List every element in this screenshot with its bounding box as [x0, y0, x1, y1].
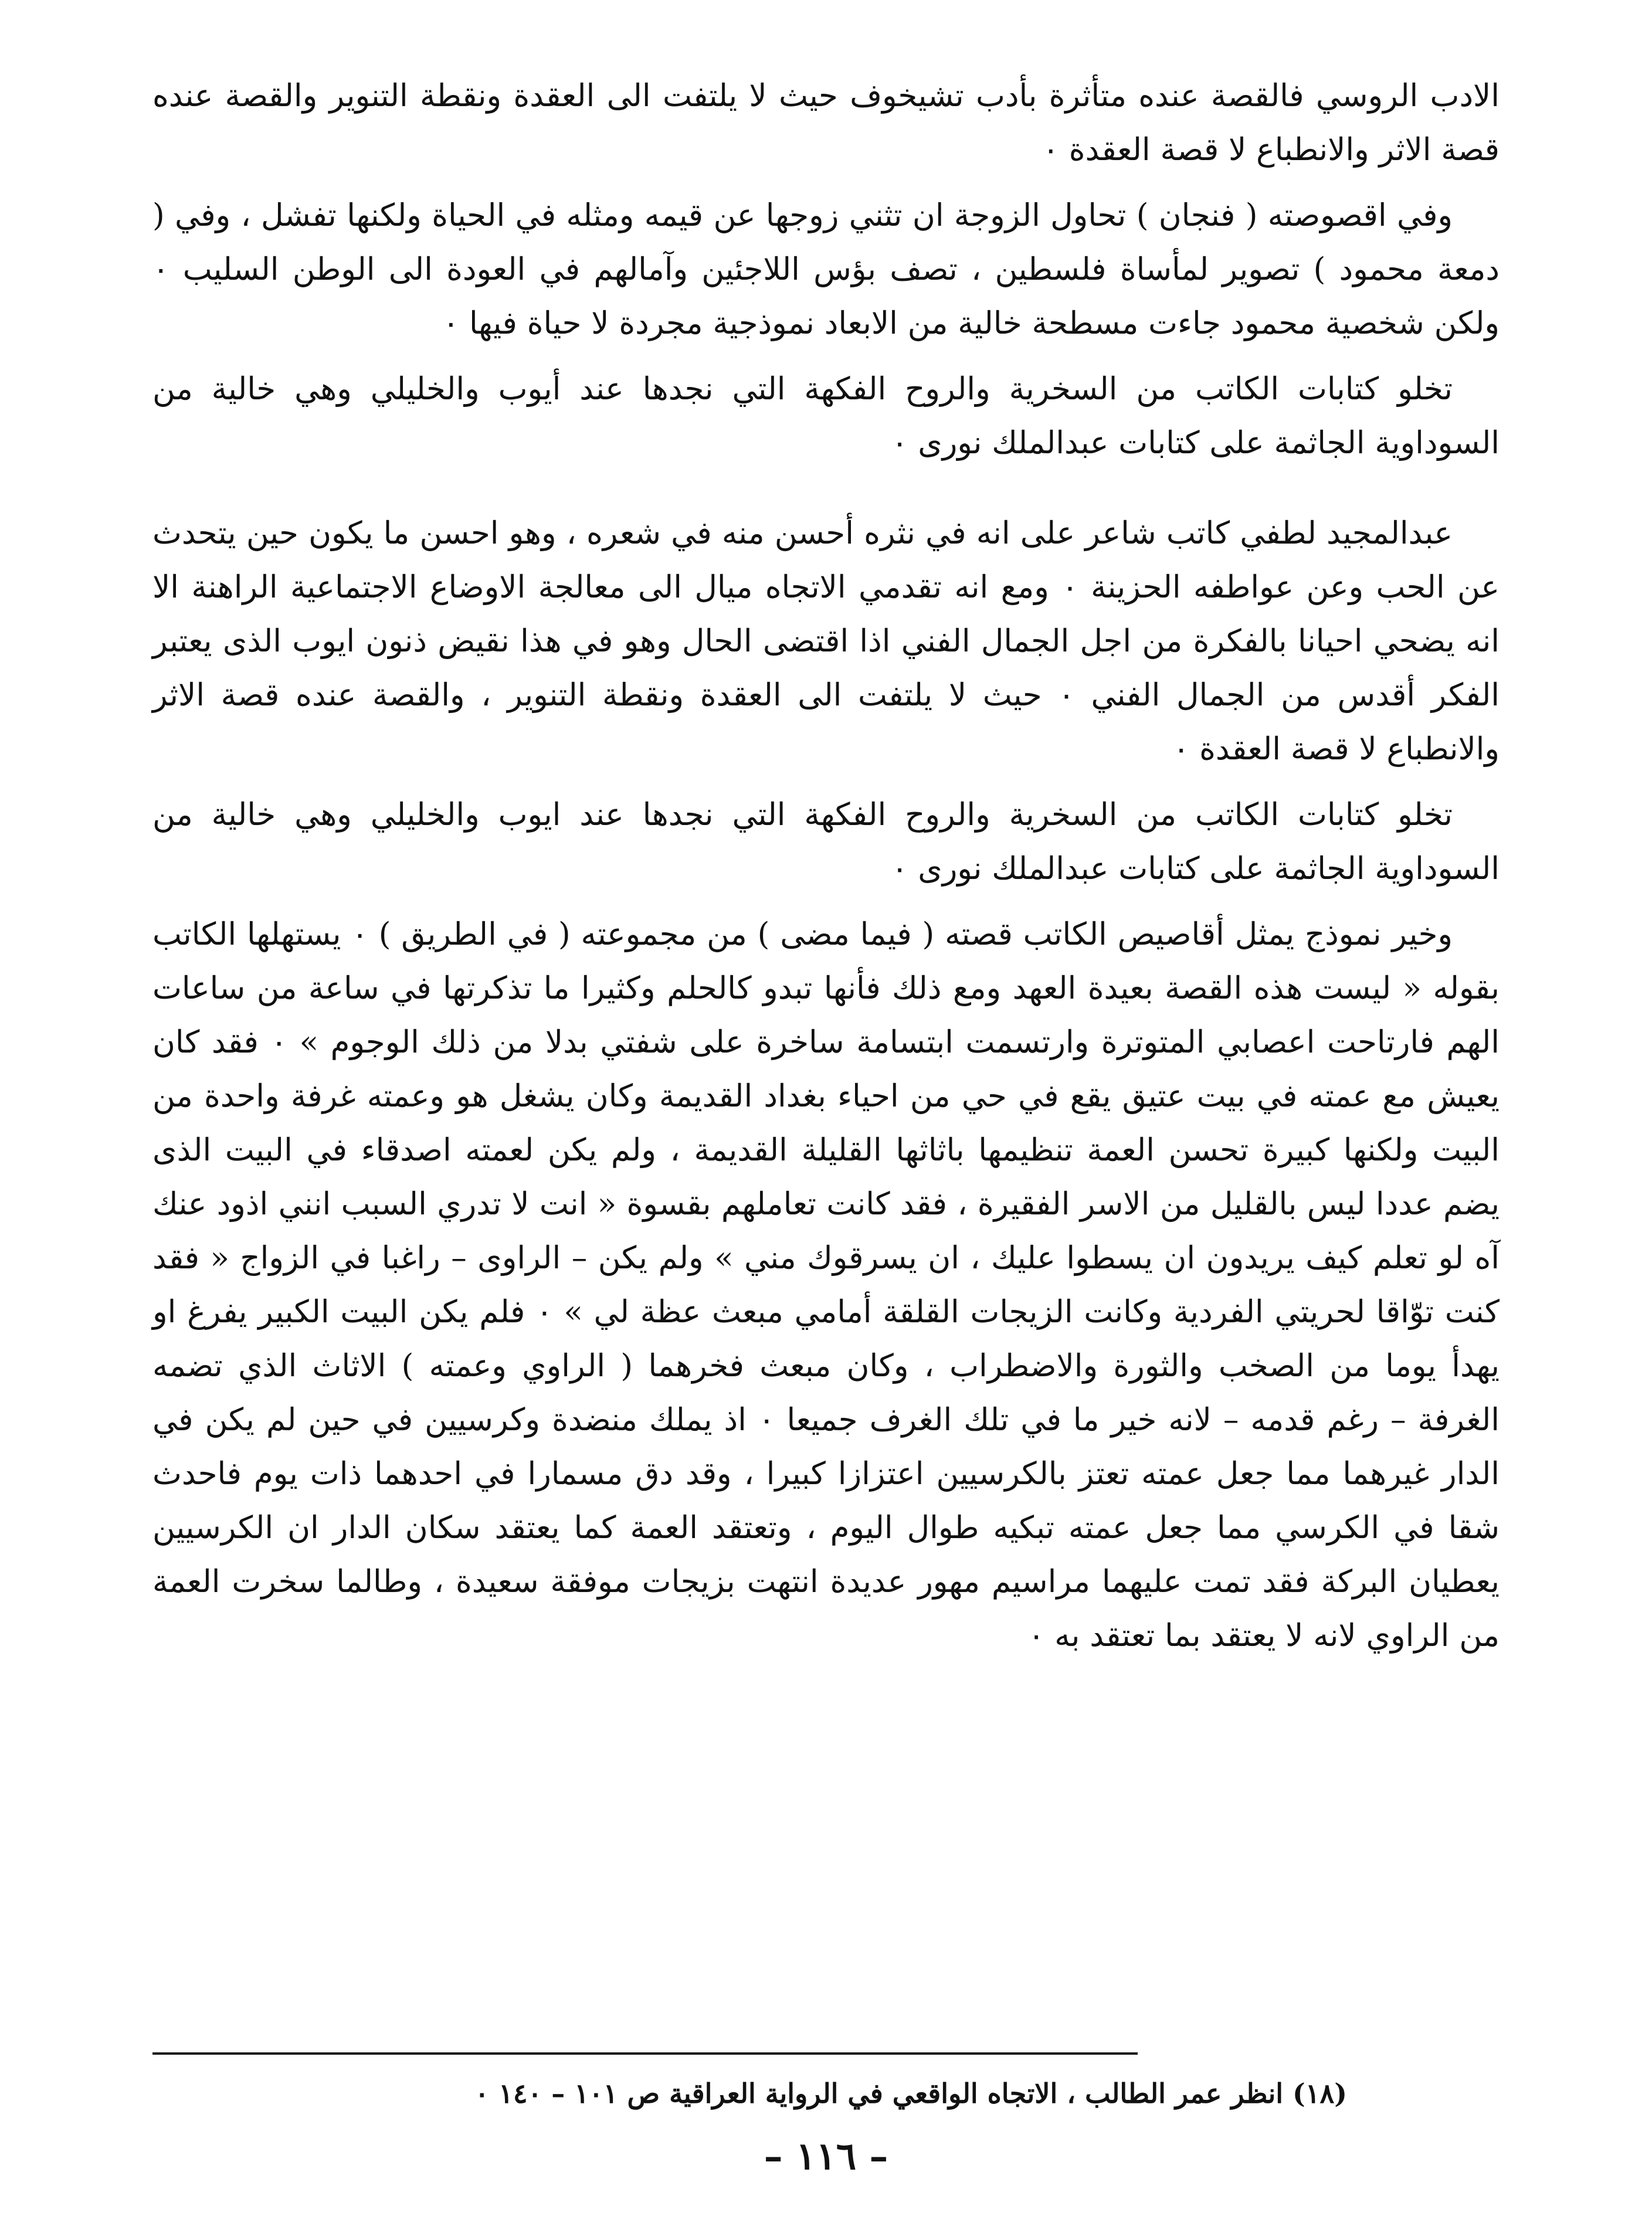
paragraph-3: تخلو كتابات الكاتب من السخرية والروح الفكهة التي نجدها عند أيوب والخليلي وهي خالية من السوداوية الجاثمة على كتابات عبدالملك نورى ٠: [152, 371, 1500, 461]
paragraph-4: عبدالمجيد لطفي كاتب شاعر على انه في نثره أحسن منه في شعره ، وهو احسن ما يكون حين يتحدث عن الحب وعن عواطفه الحزينة ٠ ومع انه تقدمي الاتجاه ميال الى معالجة الاوضاع الاجتماعية الراهنة الا انه يضحي احيانا بالفكرة من اجل الجمال الفني اذا اقتضى الحال وهو في هذا نقيض ذنون ايوب الذى يعتبر الفكر أقدس من الجمال الفني ٠ حيث لا يلتفت الى العقدة ونقطة التنوير ، والقصة عنده قصة الاثر والانطباع لا قصة العقدة ٠: [152, 515, 1500, 767]
paragraph-2: وفي اقصوصته ( فنجان ) تحاول الزوجة ان تثني زوجها عن قيمه ومثله في الحياة ولكنها تفشل ، وفي ( دمعة محمود ) تصوير لمأساة فلسطين ، تصف بؤس اللاجئين وآمالهم في العودة الى الوطن السليب ٠ ولكن شخصية محمود جاءت مسطحة خالية من الابعاد نموذجية مجردة لا حياة فيها ٠: [152, 198, 1500, 341]
paragraph-6: وخير نموذج يمثل أقاصيص الكاتب قصته ( فيما مضى ) من مجموعته ( في الطريق ) ٠ يستهلها الكاتب بقوله « ليست هذه القصة بعيدة العهد ومع ذلك فأنها تبدو كالحلم وكثيرا ما تذكرتها في ساعة من ساعات الهم فارتاحت اعصابي المتوترة وارتسمت ابتسامة ساخرة على شفتي بدلا من ذلك الوجوم » ٠ فقد كان يعيش مع عمته في بيت عتيق يقع في حي من احياء بغداد القديمة وكان يشغل هو وعمته غرفة واحدة من البيت ولكنها كبيرة تحسن العمة تنظيمها باثاثها القليلة القديمة ، ولم يكن لعمته اصدقاء في البيت الذى يضم عددا ليس بالقليل من الاسر الفقيرة ، فقد كانت تعاملهم بقسوة « انت لا تدري السبب انني اذود عنك آه لو تعلم كيف يريدون ان يسطوا عليك ، ان يسرقوك مني » ولم يكن – الراوى – راغبا في الزواج « فقد كنت توّاقا لحريتي الفردية وكانت الزيجات القلقة أمامي مبعث عظة لي » ٠ فلم يكن البيت الكبير يفرغ او يهدأ يوما من الصخب والثورة والاضطراب ، وكان مبعث فخرهما ( الراوي وعمته ) الاثاث الذي تضمه الغرفة – رغم قدمه – لانه خير ما في تلك الغرف جميعا ٠ اذ يملك منضدة وكرسيين في حين لم يكن في الدار غيرهما مما جعل عمته تعتز بالكرسيين اعتزازا كبيرا ، وقد دق مسمارا في احدهما ذات يوم فاحدث شقا في الكرسي مما جعل عمته تبكيه طوال اليوم ، وتعتقد العمة كما يعتقد سكان الدار ان الكرسيين يعطيان البركة فقد تمت عليهما مراسيم مهور عديدة انتهت بزيجات موفقة سعيدة ، وطالما سخرت العمة من الراوي لانه لا يعتقد بما تعتقد به ٠: [152, 917, 1500, 1654]
paragraph-5: تخلو كتابات الكاتب من السخرية والروح الفكهة التي نجدها عند ايوب والخليلي وهي خالية من السوداوية الجاثمة على كتابات عبدالملك نورى ٠: [152, 797, 1500, 887]
footnote-divider: [152, 2052, 1138, 2055]
footnote: (١٨) انظر عمر الطالب ، الاتجاه الواقعي في الرواية العراقية ص ١٠١ – ١٤٠ ٠: [474, 2078, 1347, 2109]
page-number: – ١١٦ –: [764, 2134, 888, 2178]
paragraph-1: الادب الروسي فالقصة عنده متأثرة بأدب تشيخوف حيث لا يلتفت الى العقدة ونقطة التنوير والقصة عنده قصة الاثر والانطباع لا قصة العقدة ٠: [152, 78, 1500, 168]
